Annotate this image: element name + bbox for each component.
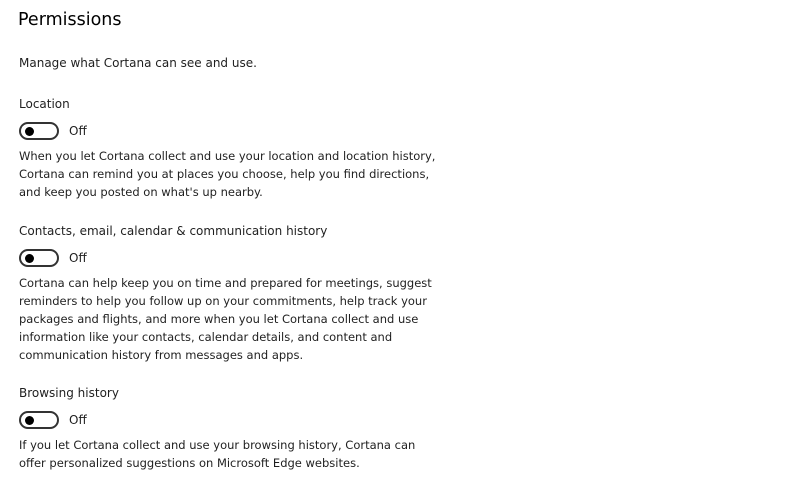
description-line: offer personalized suggestions on Microsoft Edge websites.: [19, 456, 360, 470]
contacts-section: [19, 223, 439, 364]
browsing-history-section: [19, 385, 439, 472]
browsing-history-description: [19, 436, 439, 472]
contacts-toggle-row: [19, 248, 439, 268]
location-heading: Location: [19, 97, 70, 111]
browsing-history-toggle-row: [19, 410, 439, 430]
browsing-history-toggle-state: Off: [69, 413, 87, 427]
description-line: reminders to help you follow up on your commitments, help track your: [19, 294, 427, 308]
contacts-heading: Contacts, email, calendar & communication history: [19, 224, 328, 238]
description-line: If you let Cortana collect and use your browsing history, Cortana can: [19, 438, 416, 452]
location-section: [19, 96, 439, 201]
page-subtitle: Manage what Cortana can see and use.: [19, 56, 257, 70]
location-toggle-row: [19, 121, 439, 141]
location-description: [19, 147, 439, 201]
description-line: Cortana can help keep you on time and prepared for meetings, suggest: [19, 276, 432, 290]
contacts-toggle-knob: [25, 254, 34, 263]
location-toggle[interactable]: [19, 122, 59, 140]
browsing-history-heading: Browsing history: [19, 386, 119, 400]
browsing-history-toggle[interactable]: [19, 411, 59, 429]
browsing-history-toggle-knob: [25, 416, 34, 425]
description-line: information like your contacts, calendar details, and content and: [19, 330, 393, 344]
page-title: Permissions: [18, 10, 122, 30]
contacts-toggle[interactable]: [19, 249, 59, 267]
location-toggle-knob: [25, 127, 34, 136]
description-line: When you let Cortana collect and use your location and location history,: [19, 149, 436, 163]
contacts-toggle-state: Off: [69, 251, 87, 265]
description-line: and keep you posted on what's up nearby.: [19, 185, 263, 199]
contacts-description: [19, 274, 439, 364]
description-line: packages and flights, and more when you let Cortana collect and use: [19, 312, 419, 326]
description-line: communication history from messages and apps.: [19, 348, 304, 362]
location-toggle-state: Off: [69, 124, 87, 138]
description-line: Cortana can remind you at places you choose, help you find directions,: [19, 167, 430, 181]
